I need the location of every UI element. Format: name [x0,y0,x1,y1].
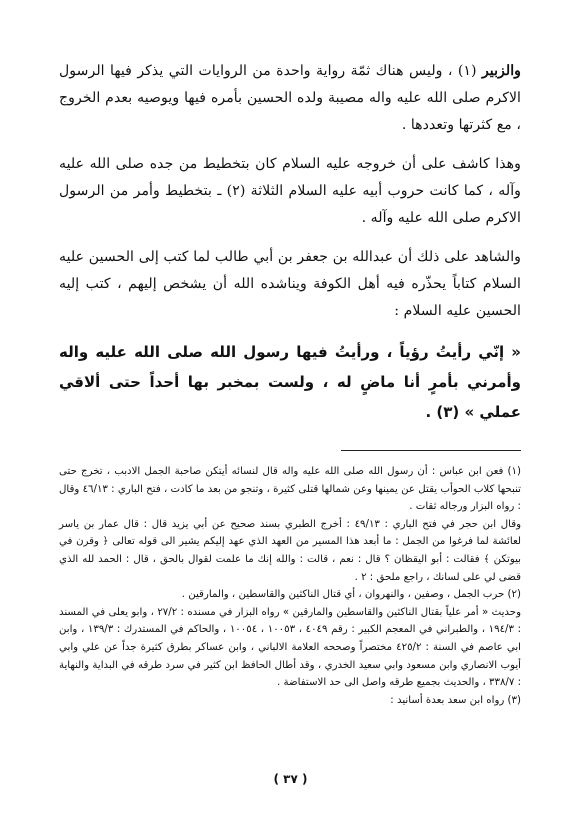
paragraph-3: والشاهد على ذلك أن عبدالله بن جعفر بن أبي طالب لما كتب إلى الحسين عليه السلام كتاباً يحذّره فيه أهل الكوفة ويناشده الله أن يشخص إليهم ، كتب إليه الحسين عليه السلام : [59,249,521,319]
lead-word: والزبير [481,63,521,79]
paragraph-2: وهذا كاشف على أن خروجه عليه السلام كان بتخطيط من جده صلى الله عليه وآله ، كما كانت حروب أبيه عليه السلام الثلاثة (٢) ـ بتخطيط وأمر من الرسول الاكرم صلى الله عليه وآله . [59,156,521,226]
footnote: وقال ابن حجر في فتح الباري : ٤٩/١٣ : أخرج الطبري بسند صحيح عن أبي يزيد قال : قال عمار بن ياسر لعائشة لما فرغوا من الجمل : ما أبعد هذا المسير من العهد الذي عهد إليكم يشير الى قوله تعالى ﴿ وقرن في بيوتكن ﴾ فقالت : أبو اليقظان ؟ قال : نعم ، قالت : والله إنك ما علمت لقوال بالحق ، قال : الحمد لله الذي قضى لي على لسانك ، راجع ملحق : ٢ . [59,518,521,583]
paragraph-1-text: (١) ، وليس هناك ثمّة رواية واحدة من الروايات التي يذكر فيها الرسول الاكرم صلى الله عليه واله مصيبة ولده الحسين بأمره فيها ويوصيه بعدم الخروج ، مع كثرتها وتعددها . [59,63,521,133]
paragraph-1 [59,58,521,139]
footnotes [59,463,521,709]
main-text [59,58,521,439]
footnote: (٣) رواه ابن سعد بعدة أسانيد : [390,694,521,706]
quotation: « إنّي رأيتُ رؤياً ، ورأيتُ فيها رسول الله صلى الله عليه واله وأمرني بأمرٍ أنا ماضٍ له ، ولست بمخبر بها أحداً حتى ألاقي عملي » (٣) . [59,343,521,421]
page-number: ( ٣٧ ) [273,772,308,786]
footnote: (١) فعن ابن عباس : أن رسول الله صلى الله عليه واله قال لنسائه أيتكن صاحبة الجمل الادبب ، تخرج حتى تنبحها كلاب الحوأب يقتل عن يمينها وعن شمالها قتلى كثيرة ، وتنجو من بعد ما كادت ، فتح الباري : ٤٦/١٣ وقال : رواه البزار ورجاله ثقات . [59,466,521,513]
footnote-divider [341,450,521,451]
footnote: (٢) حرب الجمل ، وصفين ، والنهروان ، أي قتال الناكثين والقاسطين ، والمارقين . [181,589,521,601]
footnote: وحديث « أمر علياً بقتال الناكثين والقاسطين والمارقين » رواه البزار في مسنده : ٢٧/٢ ، وابو يعلى في المسند : ١٩٤/٣ ، والطبراني في المعجم الكبير : رقم ٤٠٤٩ ، ١٠٠٥٣ ، ١٠٠٥٤ ، والحاكم في المستدرك : ١٣٩/٣ ، وابن ابي عاصم في السنة : ٤٢٥/٢ مختصراً وصححه العلامة الالباني ، وابن عساكر بطرق كثيرة جداً عن علي وابي أيوب الانصاري وابن مسعود وابي سعيد الخدري ، وقد أطال الحافظ ابن كثير في سرد طرقه في البداية والنهاية : ٣٣٨/٧ ، والحديث بجميع طرقه واصل الى حد الاستفاضة . [59,606,522,689]
